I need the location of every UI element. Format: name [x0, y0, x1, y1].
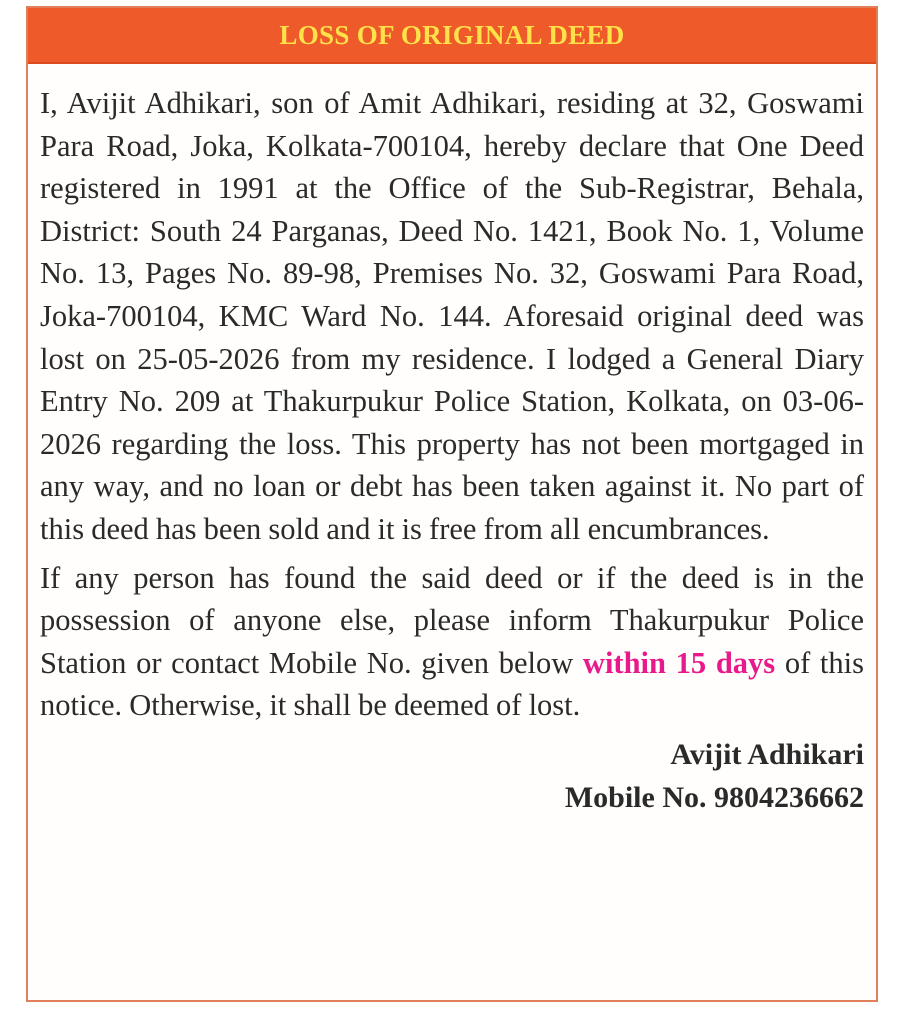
notice-box — [26, 6, 878, 1002]
request-text-end: of this notice. Otherwise, it shall be deemed of lost. — [40, 645, 864, 723]
deadline-highlight: within 15 days — [582, 645, 776, 680]
signature-block — [40, 733, 864, 819]
request-text-start: If any person has found the said deed or if the deed is in the possession of anyone else, please inform Thakurpukur Police Station or contact Mobile No. given below — [40, 560, 864, 680]
notice-title: LOSS OF ORIGINAL DEED — [279, 19, 625, 50]
notice-body — [28, 64, 876, 819]
signature-name: Avijit Adhikari — [670, 737, 864, 771]
declaration-paragraph: I, Avijit Adhikari, son of Amit Adhikari, residing at 32, Goswami Para Road, Joka, Kolkata-700104, hereby declare that One Deed registered in 1991 at the Office of the Sub-Registrar, Behala, District: South 24 Parganas, Deed No. 1421, Book No. 1, Volume No. 13, Pages No. 89-98, Premises No. 32, Goswami Para Road, Joka-700104, KMC Ward No. 144. Aforesaid original deed was lost on 25-05-2026 from my residence. I lodged a General Diary Entry No. 209 at Thakurpukur Police Station, Kolkata, on 03-06-2026 regarding the loss. This property has not been mortgaged in any way, and no loan or debt has been taken against it. No part of this deed has been sold and it is free from all encumbrances. — [40, 86, 864, 546]
notice-header — [28, 8, 876, 64]
signature-mobile: Mobile No. 9804236662 — [564, 780, 864, 814]
request-paragraph — [40, 557, 864, 727]
